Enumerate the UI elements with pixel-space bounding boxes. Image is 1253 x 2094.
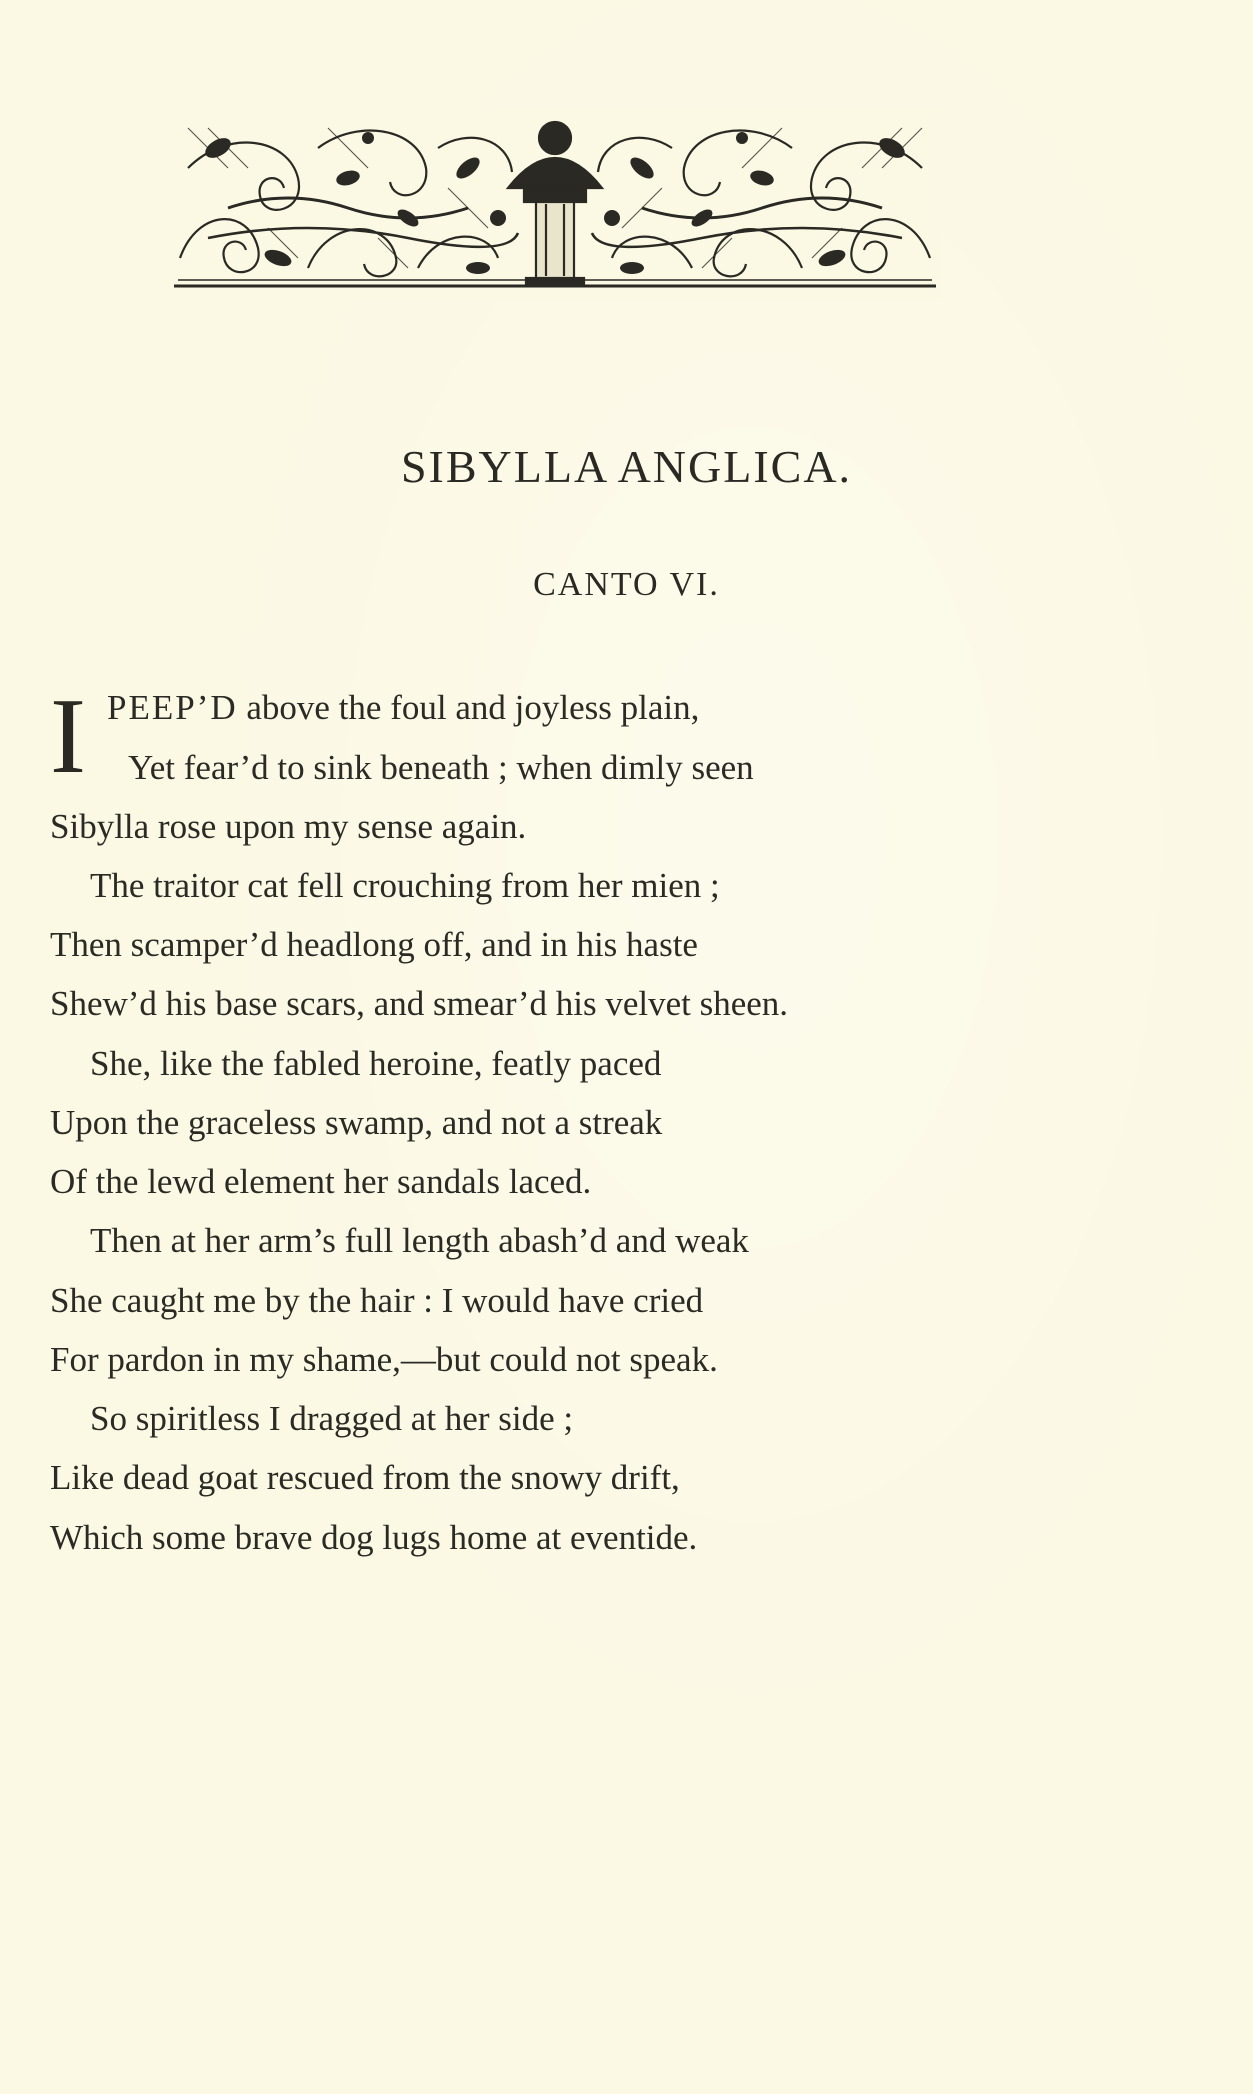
verse-line-2: Yet fear’d to sink beneath ; when dimly seen: [128, 748, 754, 787]
verse-line-4: The traitor cat fell crouching from her mien ;: [90, 866, 720, 905]
verse-line-7: She, like the fabled heroine, featly paced: [90, 1044, 662, 1083]
verse-line-3: Sibylla rose upon my sense again.: [50, 807, 527, 846]
verse-line-lead: PEEP’D: [107, 688, 238, 727]
verse-line-text: above the foul and joyless plain,: [237, 688, 700, 727]
verse-line-10: Then at her arm’s full length abash’d and weak: [90, 1221, 749, 1260]
verse-line-11: She caught me by the hair : I would have cried: [50, 1281, 704, 1320]
verse-line-8: Upon the graceless swamp, and not a streak: [50, 1103, 663, 1142]
verse-line-5: Then scamper’d headlong off, and in his haste: [50, 925, 698, 964]
verse-line-6: Shew’d his base scars, and smear’d his velvet sheen.: [50, 984, 789, 1023]
page-title: SIBYLLA ANGLICA.: [400, 441, 853, 492]
verse-line-13: So spiritless I dragged at her side ;: [90, 1399, 574, 1438]
verse-line-9: Of the lewd element her sandals laced.: [50, 1162, 592, 1201]
verse-line-12: For pardon in my shame,—but could not speak.: [50, 1340, 718, 1379]
verse-line-1: [107, 688, 699, 728]
verse-line-15: Which some brave dog lugs home at eventide.: [50, 1518, 698, 1557]
floral-headpiece-icon: [168, 108, 942, 300]
verse-line-14: Like dead goat rescued from the snowy drift,: [50, 1458, 680, 1497]
drop-cap: I: [50, 677, 86, 796]
canto-heading: CANTO VI.: [533, 566, 720, 603]
